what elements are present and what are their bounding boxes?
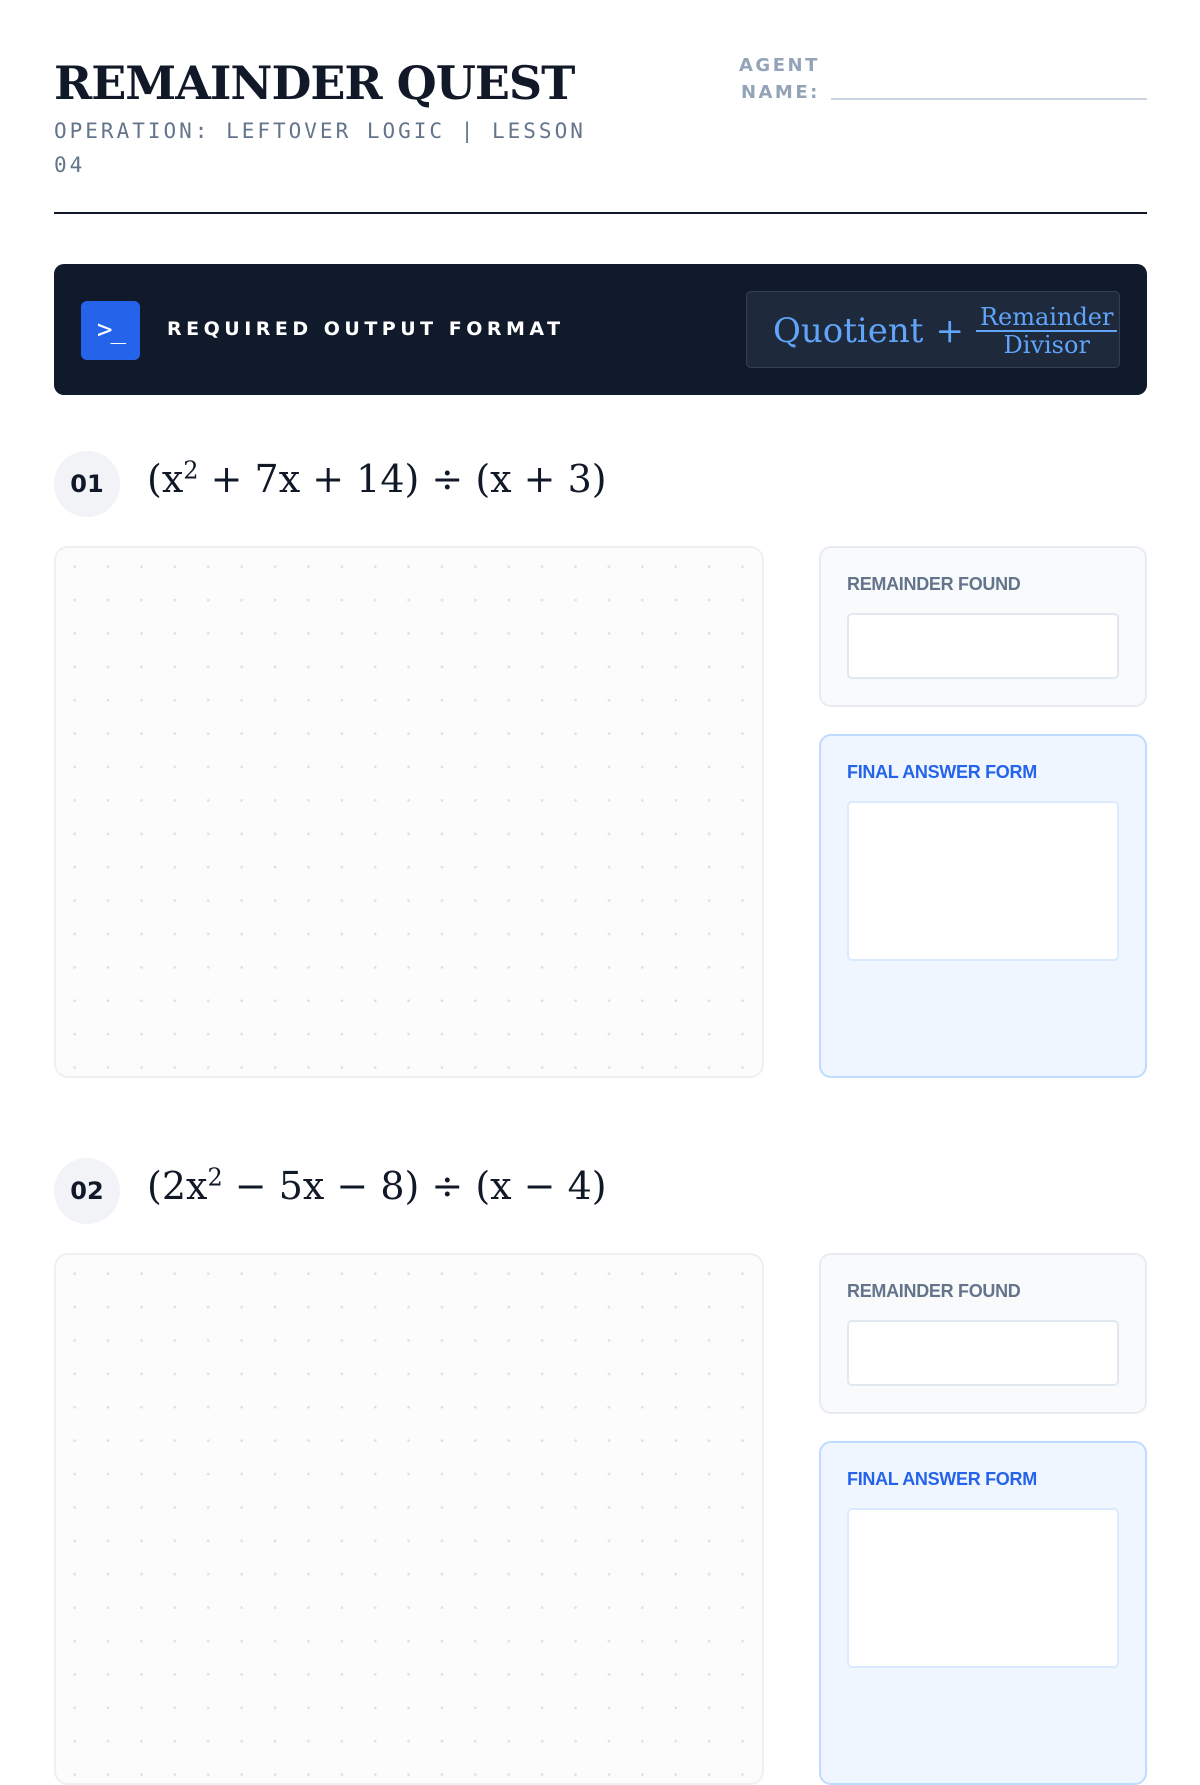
- agent-name-label-text: AGENT NAME:: [739, 55, 820, 103]
- remainder-label: REMAINDER FOUND: [847, 574, 1021, 594]
- agent-name-label: [739, 52, 820, 106]
- terminal-icon: >_: [81, 301, 140, 360]
- final-answer-card: [819, 1441, 1147, 1785]
- remainder-card: [819, 546, 1147, 707]
- page-title: REMAINDER QUEST: [54, 56, 575, 110]
- work-area[interactable]: [54, 1253, 764, 1785]
- formula-fraction: [976, 302, 1118, 359]
- output-format-formula: [746, 291, 1120, 368]
- expression-part: (2x: [147, 1164, 208, 1208]
- expression-part: − 5x − 8) ÷ (x − 4): [222, 1164, 607, 1208]
- expression-exponent: 2: [207, 1163, 223, 1192]
- formula: [773, 292, 1117, 369]
- final-answer-input[interactable]: [847, 801, 1119, 961]
- agent-name-field[interactable]: [831, 98, 1147, 100]
- remainder-card: [819, 1253, 1147, 1414]
- final-answer-input[interactable]: [847, 1508, 1119, 1668]
- remainder-input[interactable]: [847, 613, 1119, 679]
- page-subtitle: OPERATION: LEFTOVER LOGIC | LESSON 04: [54, 119, 586, 177]
- final-answer-label: FINAL ANSWER FORM: [847, 1469, 1037, 1489]
- expression-exponent: 2: [183, 456, 199, 485]
- problem-number-badge: 02: [54, 1158, 120, 1224]
- problem-expression: [147, 1164, 607, 1208]
- expression-part: (x: [147, 457, 184, 501]
- output-format-banner: [54, 264, 1147, 395]
- work-area[interactable]: [54, 546, 764, 1078]
- remainder-label: REMAINDER FOUND: [847, 1281, 1021, 1301]
- problem-expression: [147, 457, 607, 501]
- final-answer-card: [819, 734, 1147, 1078]
- remainder-input[interactable]: [847, 1320, 1119, 1386]
- formula-numerator: Remainder: [976, 305, 1118, 332]
- formula-plus: +: [935, 310, 964, 351]
- formula-denominator: Divisor: [1003, 330, 1090, 359]
- expression-part: + 7x + 14) ÷ (x + 3): [198, 457, 607, 501]
- output-format-label: REQUIRED OUTPUT FORMAT: [167, 318, 565, 340]
- final-answer-label: FINAL ANSWER FORM: [847, 762, 1037, 782]
- problem-number-badge: 01: [54, 451, 120, 517]
- formula-quotient: Quotient: [773, 310, 924, 351]
- worksheet-header: [54, 0, 1147, 214]
